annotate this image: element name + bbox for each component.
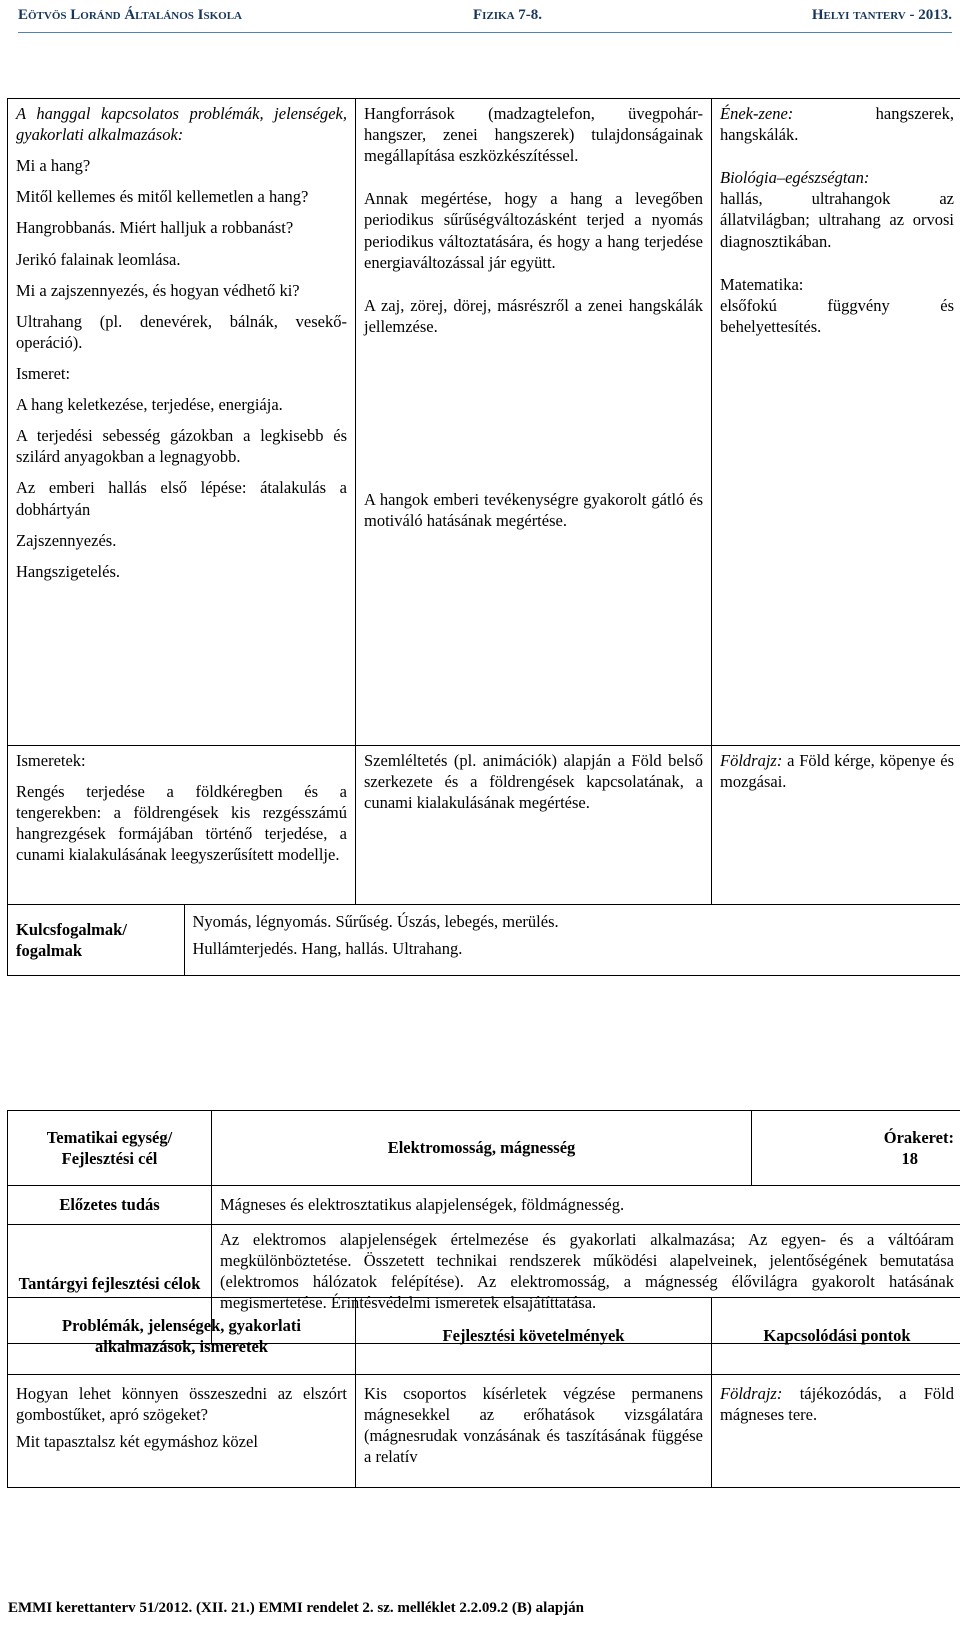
- link-block: [720, 274, 954, 337]
- link-label: Matematika:: [720, 274, 804, 294]
- prior-text: Mágneses és elektrosztatikus alapjelenségek, földmágnesség.: [212, 1186, 960, 1225]
- table-row: [8, 1375, 960, 1488]
- link-block: [720, 1383, 954, 1425]
- unit-title: Elektromosság, mágnesség: [212, 1111, 752, 1186]
- prior-label: Előzetes tudás: [8, 1186, 212, 1225]
- sound-content-table: [7, 98, 960, 976]
- column-header: Kapcsolódási pontok: [712, 1298, 960, 1375]
- requirement-text: Annak megértése, hogy a hang a levegőben periodikus sűrűségváltozásként terjed a nyomás periodikus változtatására, és hogy a hang terjedése energiaváltozással jár együtt.: [364, 189, 703, 272]
- knowledge-text: A hang keletkezése, terjedése, energiája.: [16, 395, 283, 415]
- requirement-text: Hangforrások (madzagtelefon, üvegpohár-hangszer, zenei hangszerek) tulajdonságainak megállapítása eszközkészítéssel.: [364, 104, 703, 166]
- hours-cell: [752, 1111, 960, 1186]
- intro-text: A hanggal kapcsolatos problémák, jelenségek, gyakorlati alkalmazások:: [16, 104, 347, 145]
- requirement-text: A hangok emberi tevékenységre gyakorolt gátló és motiváló hatásának megértése.: [364, 489, 703, 531]
- question-text: Hangrobbanás. Miért halljuk a robbanást?: [16, 218, 294, 238]
- table-row: [8, 746, 960, 905]
- column-header: Fejlesztési követelmények: [356, 1298, 712, 1375]
- keyconcepts-line: Hullámterjedés. Hang, hallás. Ultrahang.: [192, 939, 463, 959]
- question-text: Mi a zajszennyezés, és hogyan védhető ki?: [16, 280, 300, 300]
- electricity-content-table: [7, 1297, 960, 1488]
- column-header: Problémák, jelenségek, gyakorlati alkalmazások, ismeretek: [8, 1298, 356, 1375]
- link-block: [720, 750, 954, 792]
- table-row: [8, 1111, 960, 1186]
- unit-label: Tematikai egység/ Fejlesztési cél: [8, 1111, 212, 1186]
- ismeret-label: Ismeret:: [16, 363, 71, 383]
- keyconcepts-cell: [8, 905, 960, 976]
- middle-cell: [356, 99, 712, 746]
- link-text: hangszerek, hangskálák.: [720, 104, 954, 145]
- plan-name: Helyi tanterv - 2013.: [811, 7, 952, 23]
- subject-name: Fizika 7-8.: [473, 7, 543, 23]
- ismeretek-label: Ismeretek:: [16, 751, 86, 770]
- link-label: Földrajz:: [720, 751, 783, 770]
- left-cell: [8, 99, 356, 746]
- question-text: Hogyan lehet könnyen összeszedni az elszórt gombostűket, apró szögeket?: [16, 1384, 347, 1425]
- keyconcepts-label: Kulcsfogalmak/ fogalmak: [8, 905, 184, 975]
- link-text: elsőfokú függvény és behelyettesítés.: [720, 295, 954, 336]
- page-footer: EMMI kerettanterv 51/2012. (XII. 21.) EMMI rendelet 2. sz. melléklet 2.2.09.2 (B) alapján: [8, 1600, 585, 1616]
- requirement-text: Szemléltetés (pl. animációk) alapján a Föld belső szerkezete és a földrengések kapcsolatának, a cunami kialakulásának megértése.: [364, 751, 703, 813]
- link-block: [720, 103, 954, 145]
- keyconcepts-line: Nyomás, légnyomás. Sűrűség. Úszás, lebegés, merülés.: [192, 912, 559, 931]
- knowledge-text: A terjedési sebesség gázokban a legkisebb és szilárd anyagokban a legnagyobb.: [16, 426, 347, 467]
- goals-text: Az elektromos alapjelenségek értelmezése és gyakorlati alkalmazása; Az egyen- és a váltóáram megkülönböztetése. Összetett technikai rendszerek működési alapelveinek, jelentőségének bemutatása (elektromos hálózatok felépítése). Az elektromosság, a mágnesség élővilágra gyakorolt hatásának megismertetése. Érintésvédelmi ismeretek elsajátíttatása.: [212, 1225, 960, 1344]
- keyconcepts-values: [184, 905, 960, 975]
- link-text: hallás, ultrahangok az állatvilágban; ultrahang az orvosi diagnosztikában.: [720, 189, 954, 251]
- link-label: Biológia–egészségtan:: [720, 168, 870, 188]
- question-text: Mi a hang?: [16, 156, 91, 176]
- link-text: a Föld kérge, köpenye és mozgásai.: [720, 751, 954, 792]
- left-cell: [8, 1375, 356, 1488]
- table-row: [8, 1186, 960, 1225]
- header-divider: [18, 32, 952, 33]
- knowledge-text: Zajszennyezés.: [16, 530, 117, 550]
- requirement-text: Kis csoportos kísérletek végzése permanens mágnesekkel az erőhatások vizsgálatára (mágnesrudak vonzásának és taszításának függése a relatív: [364, 1384, 703, 1467]
- knowledge-text: Az emberi hallás első lépése: átalakulás a dobhártyán: [16, 478, 347, 519]
- question-text: Ultrahang (pl. denevérek, bálnák, vesekő-operáció).: [16, 311, 347, 352]
- middle-cell: [356, 1375, 712, 1488]
- table-row: [8, 99, 960, 746]
- hours-value: 18: [901, 1149, 918, 1168]
- right-cell: [712, 746, 960, 905]
- keyconcepts-table: [8, 905, 960, 975]
- knowledge-text: Hangszigetelés.: [16, 561, 121, 581]
- link-block: [720, 167, 954, 251]
- link-text: tájékozódás, a Föld mágneses tere.: [720, 1384, 955, 1425]
- goals-label: Tantárgyi fejlesztési célok: [8, 1225, 212, 1344]
- question-text: Mitől kellemes és mitől kellemetlen a hang?: [16, 187, 309, 207]
- hours-label: Órakeret:: [883, 1127, 954, 1147]
- link-label: Ének-zene:: [720, 104, 794, 123]
- link-label: Földrajz:: [720, 1384, 783, 1403]
- right-cell: [712, 99, 960, 746]
- school-name: Eötvös Loránd Általános Iskola: [18, 7, 242, 23]
- knowledge-text: Rengés terjedése a földkéregben és a tengerekben: a földrengések kis rezgésszámú hangrezgések formájában történő terjedése, a cunami kialakulásának leegyszerűsített modellje.: [16, 782, 347, 865]
- question-text: Jerikó falainak leomlása.: [16, 249, 181, 269]
- left-cell: [8, 746, 356, 905]
- right-cell: [712, 1375, 960, 1488]
- table-row: [8, 905, 960, 976]
- middle-cell: [356, 746, 712, 905]
- requirement-text: A zaj, zörej, dörej, másrészről a zenei hangskálák jellemzése.: [364, 295, 703, 336]
- table-row: [8, 1298, 960, 1375]
- page-header: [18, 6, 952, 28]
- question-text: Mit tapasztalsz két egymáshoz közel: [16, 1432, 258, 1452]
